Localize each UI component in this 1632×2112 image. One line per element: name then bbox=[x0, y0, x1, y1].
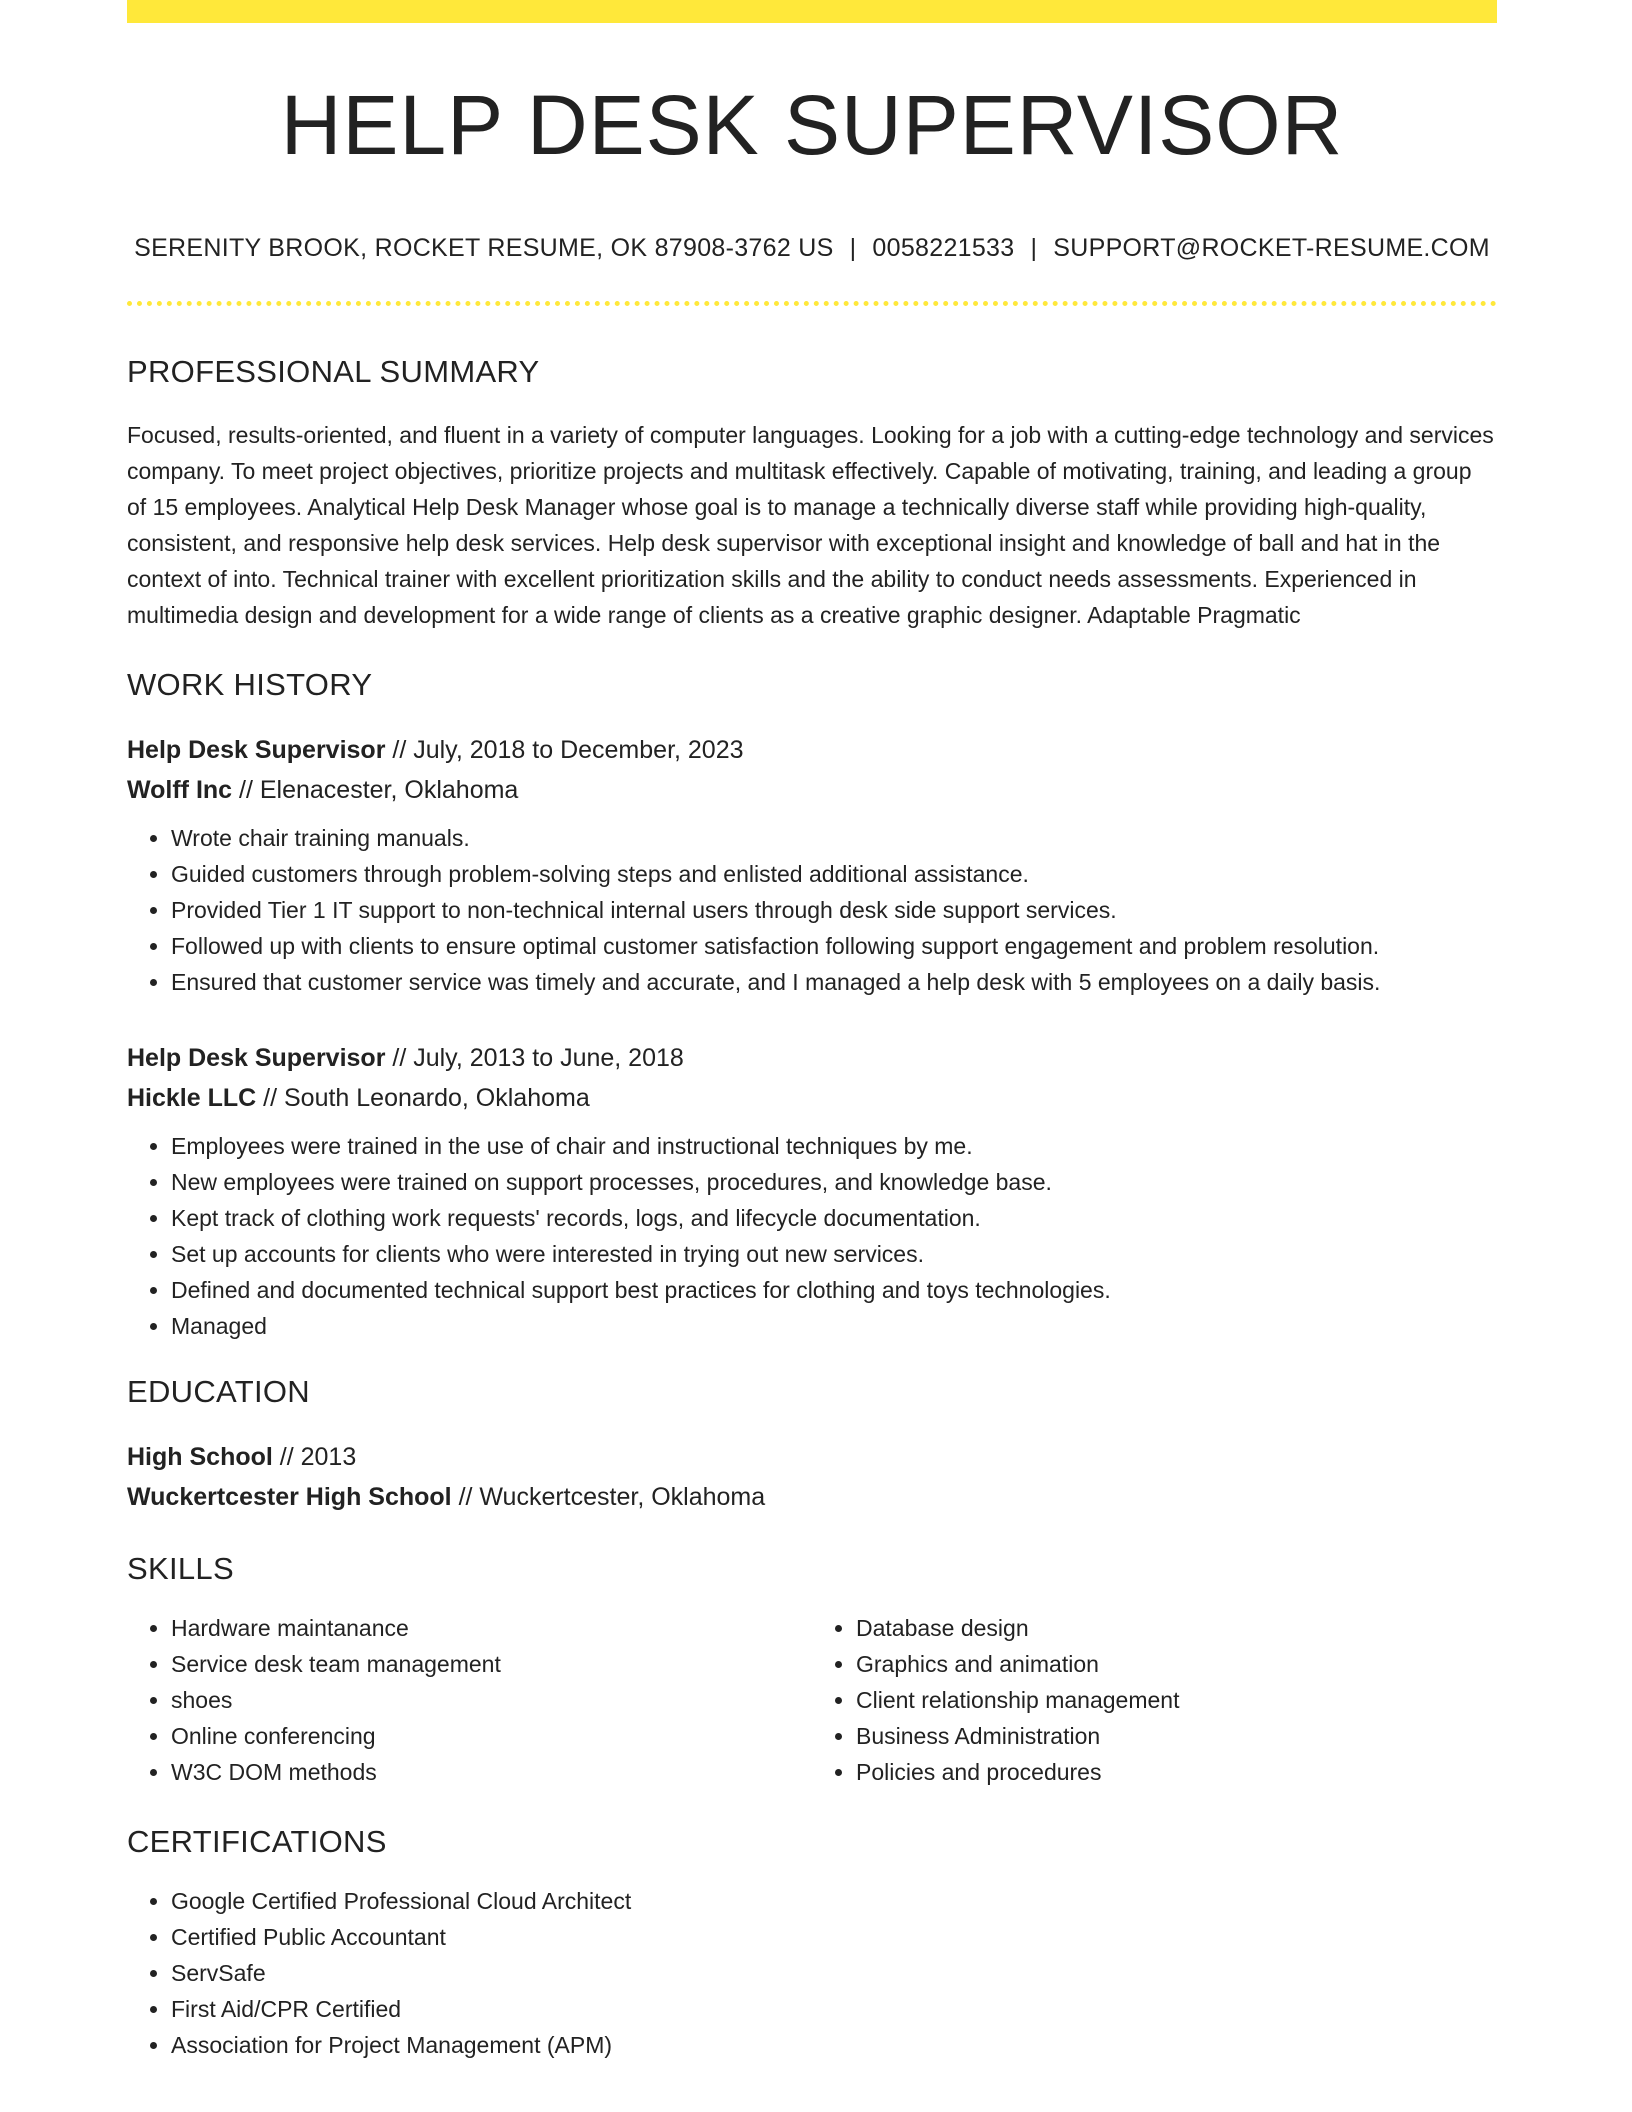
job-location: // South Leonardo, Oklahoma bbox=[256, 1084, 590, 1112]
certification-item: • ServSafe bbox=[171, 1955, 1497, 1991]
job-bullet: • Wrote chair training manuals. bbox=[171, 820, 1497, 856]
job-dates: // July, 2013 to June, 2018 bbox=[385, 1044, 684, 1072]
job-dates: // July, 2018 to December, 2023 bbox=[385, 736, 744, 764]
header-divider bbox=[127, 301, 1497, 306]
certification-item: • Certified Public Accountant bbox=[171, 1919, 1497, 1955]
education-year: // 2013 bbox=[272, 1443, 357, 1471]
skill-item: • Policies and procedures bbox=[856, 1754, 1497, 1790]
job-company: Wolff Inc bbox=[127, 776, 233, 804]
top-accent-bar bbox=[127, 0, 1497, 23]
education-location: // Wuckertcester, Oklahoma bbox=[451, 1483, 766, 1511]
job-bullet: • Managed bbox=[171, 1308, 1497, 1344]
skills-list-right bbox=[812, 1610, 1497, 1790]
education-heading: EDUCATION bbox=[127, 1374, 310, 1409]
skill-item: • shoes bbox=[171, 1682, 812, 1718]
education-degree-line bbox=[127, 1437, 1497, 1477]
contact-info bbox=[127, 233, 1497, 263]
certification-item: • Google Certified Professional Cloud Architect bbox=[171, 1883, 1497, 1919]
skill-item: • Graphics and animation bbox=[856, 1646, 1497, 1682]
job-entry bbox=[127, 1038, 1497, 1344]
job-bullets bbox=[127, 1128, 1497, 1344]
job-bullet: • Employees were trained in the use of chair and instructional techniques by me. bbox=[171, 1128, 1497, 1164]
job-location: // Elenacester, Oklahoma bbox=[232, 776, 519, 804]
job-bullet: • New employees were trained on support processes, procedures, and knowledge base. bbox=[171, 1164, 1497, 1200]
contact-separator: | bbox=[1030, 234, 1038, 262]
skills-grid bbox=[127, 1610, 1497, 1790]
certification-item: • First Aid/CPR Certified bbox=[171, 1991, 1497, 2027]
skill-item: • Service desk team management bbox=[171, 1646, 812, 1682]
skill-item: • W3C DOM methods bbox=[171, 1754, 812, 1790]
skill-item: • Hardware maintanance bbox=[171, 1610, 812, 1646]
resume-title: HELP DESK SUPERVISOR bbox=[280, 78, 1344, 172]
contact-email: SUPPORT@ROCKET-RESUME.COM bbox=[1053, 234, 1490, 262]
job-title: Help Desk Supervisor bbox=[127, 736, 386, 764]
job-bullet: • Defined and documented technical support best practices for clothing and toys technologies. bbox=[171, 1272, 1497, 1308]
resume-page bbox=[127, 0, 1497, 2063]
skill-item: • Online conferencing bbox=[171, 1718, 812, 1754]
contact-phone: 0058221533 bbox=[872, 234, 1015, 262]
summary-heading: PROFESSIONAL SUMMARY bbox=[127, 354, 540, 389]
job-bullet: • Ensured that customer service was timely and accurate, and I managed a help desk with 5 employees on a daily basis. bbox=[171, 964, 1497, 1000]
job-company-line bbox=[127, 770, 1497, 810]
job-bullet: • Set up accounts for clients who were interested in trying out new services. bbox=[171, 1236, 1497, 1272]
job-bullet: • Followed up with clients to ensure optimal customer satisfaction following support engagement and problem resolution. bbox=[171, 928, 1497, 964]
job-company: Hickle LLC bbox=[127, 1084, 257, 1112]
summary-text: Focused, results-oriented, and fluent in a variety of computer languages. Looking for a job with a cutting-edge technology and services company. To meet project objectives, prioritize projects and multitask effectively. Capable of motivating, training, and leading a group of 15 employees. Analytical Help Desk Manager whose goal is to manage a technically diverse staff while providing high-quality, consistent, and responsive help desk services. Help desk supervisor with exceptional insight and knowledge of ball and hat in the context of into. Technical trainer with excellent prioritization skills and the ability to conduct needs assessments. Experienced in multimedia design and development for a wide range of clients as a creative graphic designer. Adaptable Pragmatic bbox=[127, 422, 1494, 628]
skill-item: • Database design bbox=[856, 1610, 1497, 1646]
job-title-line bbox=[127, 730, 1497, 770]
contact-address: SERENITY BROOK, ROCKET RESUME, OK 87908-3762 US bbox=[134, 234, 834, 262]
skill-item: • Client relationship management bbox=[856, 1682, 1497, 1718]
contact-separator: | bbox=[849, 234, 857, 262]
job-company-line bbox=[127, 1078, 1497, 1118]
job-bullet: • Provided Tier 1 IT support to non-technical internal users through desk side support services. bbox=[171, 892, 1497, 928]
skill-item: • Business Administration bbox=[856, 1718, 1497, 1754]
skills-heading: SKILLS bbox=[127, 1551, 234, 1586]
work-history-heading: WORK HISTORY bbox=[127, 667, 373, 702]
job-bullet: • Guided customers through problem-solving steps and enlisted additional assistance. bbox=[171, 856, 1497, 892]
job-bullets bbox=[127, 820, 1497, 1000]
job-entry bbox=[127, 730, 1497, 1000]
skills-list-left bbox=[127, 1610, 812, 1790]
education-entry bbox=[127, 1437, 1497, 1517]
education-school: Wuckertcester High School bbox=[127, 1483, 452, 1511]
job-bullet: • Kept track of clothing work requests' records, logs, and lifecycle documentation. bbox=[171, 1200, 1497, 1236]
job-title: Help Desk Supervisor bbox=[127, 1044, 386, 1072]
certifications-heading: CERTIFICATIONS bbox=[127, 1824, 387, 1859]
education-degree: High School bbox=[127, 1443, 273, 1471]
job-title-line bbox=[127, 1038, 1497, 1078]
certification-item: • Association for Project Management (APM) bbox=[171, 2027, 1497, 2063]
education-school-line bbox=[127, 1477, 1497, 1517]
certifications-list bbox=[127, 1883, 1497, 2063]
